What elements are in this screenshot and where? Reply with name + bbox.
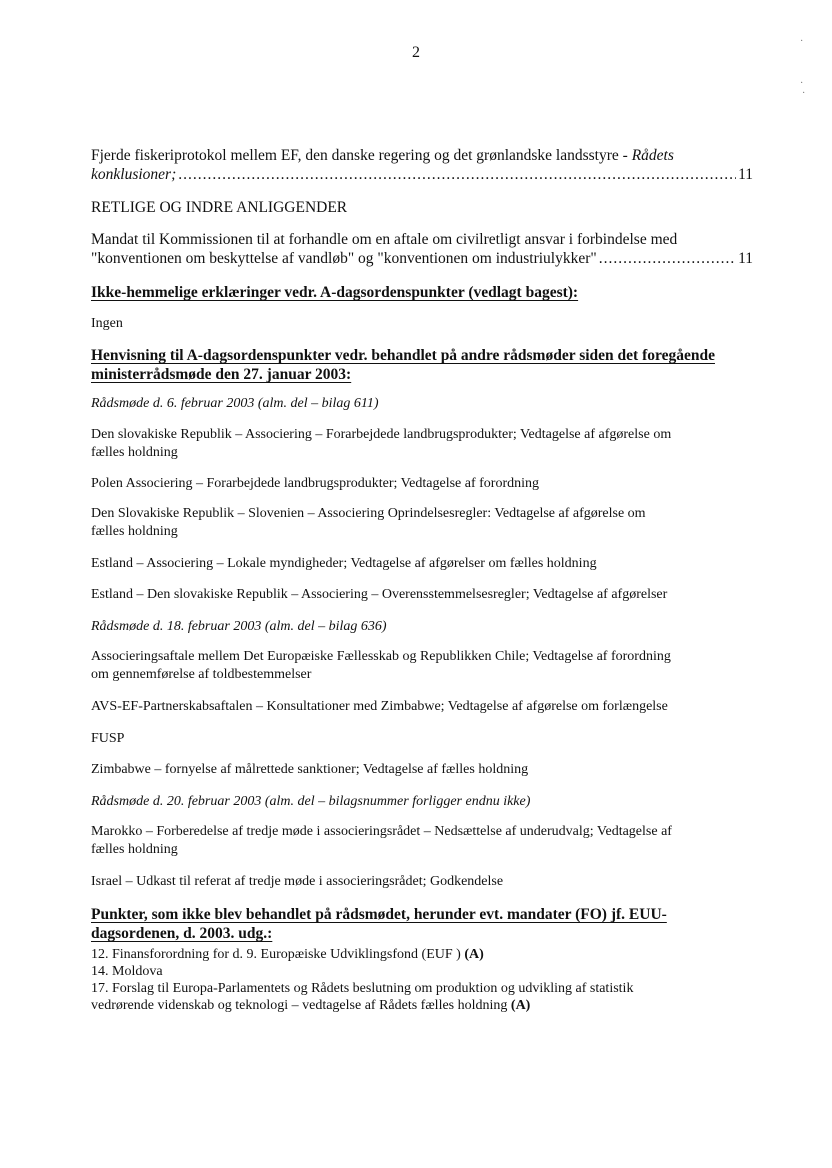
untreated-items-list [91,946,741,1014]
meeting-heading-6-feb: Rådsmøde d. 6. februar 2003 (alm. del – bilag 611) [91,396,379,411]
list-item: AVS-EF-Partnerskabsaftalen – Konsultationer med Zimbabwe; Vedtagelse af afgørelse om forlængelse [91,699,668,714]
toc-entry-fisheries [91,146,753,184]
meeting-heading-18-feb: Rådsmøde d. 18. februar 2003 (alm. del – bilag 636) [91,619,387,634]
section-heading-declarations: Ikke-hemmelige erklæringer vedr. A-dagsordenspunkter (vedlagt bagest): [91,284,579,301]
toc-entry-line1: Mandat til Kommissionen til at forhandle om en aftale om civilretligt ansvar i forbindelse med [91,231,678,248]
toc-heading-legal: RETLIGE OG INDRE ANLIGGENDER [91,199,348,216]
scan-speck: · [802,88,806,99]
list-item: 12. Finansforordning for d. 9. Europæiske Udviklingsfond (EUF ) (A) [91,947,484,962]
meeting-heading-20-feb: Rådsmøde d. 20. februar 2003 (alm. del – bilagsnummer forligger endnu ikke) [91,794,531,809]
scan-speck: · [800,78,804,89]
leader-dots [599,249,736,268]
list-item: Israel – Udkast til referat af tredje møde i associeringsrådet; Godkendelse [91,874,504,889]
list-item: Estland – Den slovakiske Republik – Associering – Overensstemmelsesregler; Vedtagelse af afgørelser [91,587,668,602]
toc-entry-mandate [91,230,753,268]
list-item: Den slovakiske Republik – Associering – Forarbejdede landbrugsprodukter; Vedtagelse af afgørelse om fælles holdning [91,427,672,460]
section-heading-untreated-items: Punkter, som ikke blev behandlet på rådsmødet, herunder evt. mandater (FO) jf. EUU- dagsordenen, d. 2003. udg.: [91,906,667,942]
list-item: Estland – Associering – Lokale myndigheder; Vedtagelse af afgørelser om fælles holdning [91,556,597,571]
list-item: vedrørende videnskab og teknologi – vedtagelse af Rådets fælles holdning (A) [91,998,531,1013]
toc-page-number: 11 [738,250,753,267]
toc-entry-line2: "konventionen om beskyttelse af vandløb" og "konventionen om industriulykker" ..... 11 [91,249,753,268]
list-item: 14. Moldova [91,964,163,979]
section-heading-references: Henvisning til A-dagsordenspunkter vedr. behandlet på andre rådsmøder siden det foregående ministerrådsmøde den 27. januar 2003: [91,347,715,383]
list-item: Associeringsaftale mellem Det Europæiske Fællesskab og Republikken Chile; Vedtagelse af forordning om gennemførelse af toldbestemmelser [91,649,671,682]
fusp-heading: FUSP [91,731,125,746]
list-item: 17. Forslag til Europa-Parlamentets og Rådets beslutning om produktion og udvikling af statistik [91,981,634,996]
list-item: Den Slovakiske Republik – Slovenien – Associering Oprindelsesregler: Vedtagelse af afgørelse om fælles holdning [91,506,646,539]
scan-speck: · [800,36,804,47]
toc-entry-line2: konklusioner; ..... 11 [91,165,753,184]
list-item: Polen Associering – Forarbejdede landbrugsprodukter; Vedtagelse af forordning [91,476,540,491]
toc-page-number: 11 [738,166,753,183]
section-body-none: Ingen [91,316,123,331]
list-item: Marokko – Forberedelse af tredje møde i associeringsrådet – Nedsættelse af underudvalg; Vedtagelse af fælles holdning [91,824,672,857]
leader-dots [178,165,736,184]
list-item: Zimbabwe – fornyelse af målrettede sanktioner; Vedtagelse af fælles holdning [91,762,529,777]
page-number: 2 [412,44,420,61]
toc-entry-line1: Fjerde fiskeriprotokol mellem EF, den danske regering og det grønlandske landsstyre - Rådets [91,147,674,164]
